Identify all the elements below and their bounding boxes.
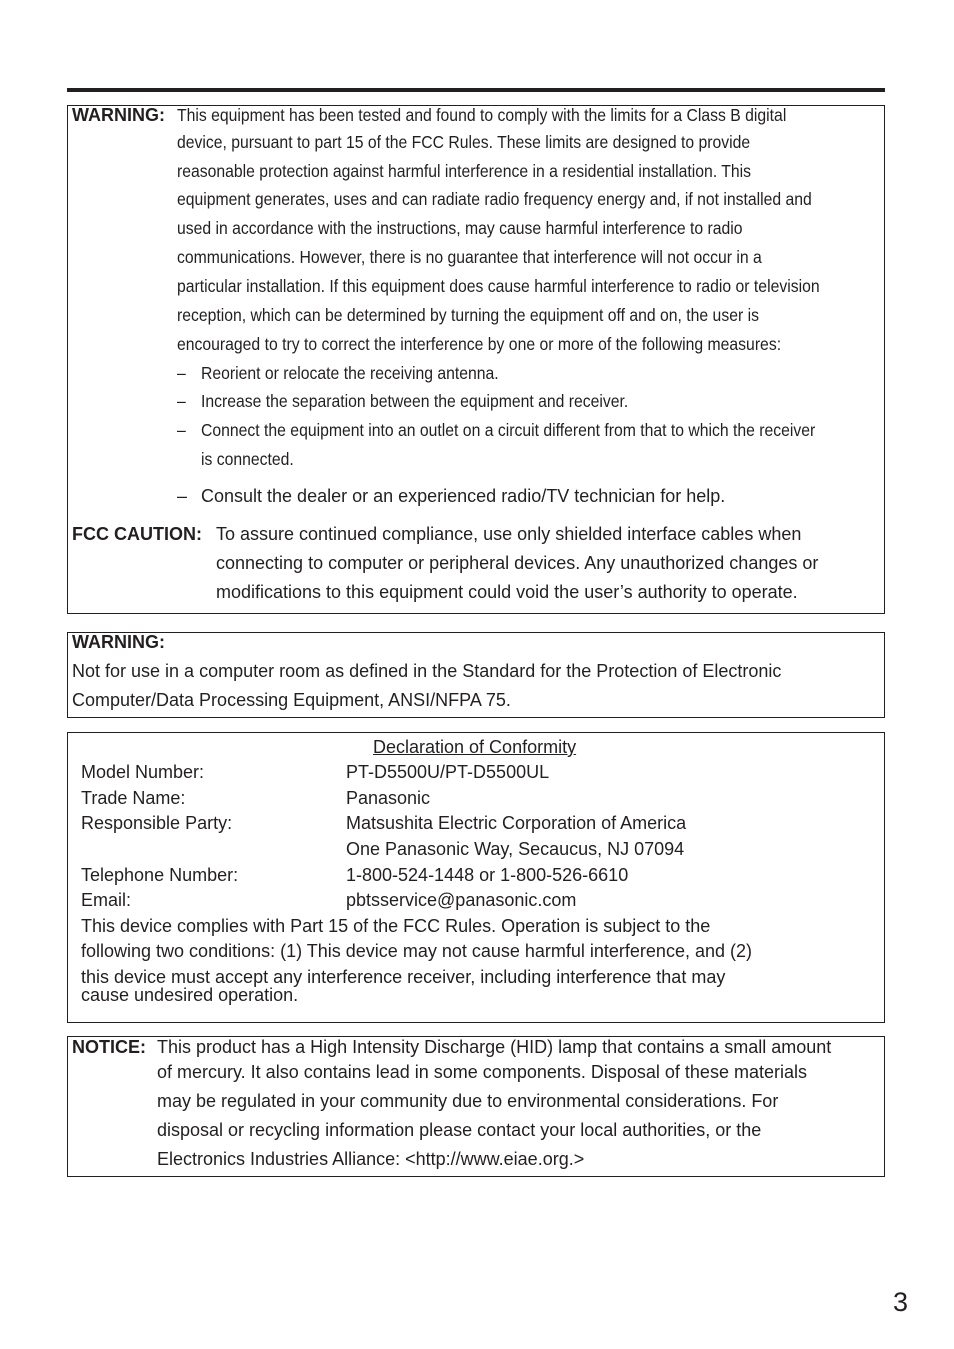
compliance-line: following two conditions: (1) This device may not cause harmful interference, and (2) bbox=[81, 941, 752, 961]
computer-room-warning-line: Computer/Data Processing Equipment, ANSI/NFPA 75. bbox=[72, 690, 511, 710]
fcc-warning-line: particular installation. If this equipment does cause harmful interference to radio or television bbox=[177, 276, 820, 296]
fcc-caution-label: FCC CAUTION: bbox=[72, 524, 202, 544]
declaration-row-label: Trade Name: bbox=[81, 788, 186, 808]
fcc-caution-line: To assure continued compliance, use only shielded interface cables when bbox=[216, 524, 802, 544]
fcc-warning-line: equipment generates, uses and can radiate radio frequency energy and, if not installed and bbox=[177, 189, 812, 209]
measure-item: Connect the equipment into an outlet on a circuit different from that to which the receiver bbox=[201, 420, 816, 440]
declaration-row-label: Telephone Number: bbox=[81, 865, 239, 885]
declaration-row-label: Responsible Party: bbox=[81, 813, 233, 833]
declaration-title: Declaration of Conformity bbox=[373, 737, 577, 757]
fcc-caution-line: connecting to computer or peripheral devices. Any unauthorized changes or bbox=[216, 553, 819, 573]
declaration-row-value: Matsushita Electric Corporation of America bbox=[346, 813, 687, 833]
top-rule bbox=[67, 88, 885, 92]
computer-room-warning-line: Not for use in a computer room as defined in the Standard for the Protection of Electronic bbox=[72, 661, 782, 681]
declaration-row-label: Model Number: bbox=[81, 762, 205, 782]
notice-line: of mercury. It also contains lead in some components. Disposal of these materials bbox=[157, 1062, 807, 1082]
notice-line: may be regulated in your community due to environmental considerations. For bbox=[157, 1091, 779, 1111]
notice-line: disposal or recycling information please contact your local authorities, or the bbox=[157, 1120, 762, 1140]
fcc-warning-label: WARNING: bbox=[72, 105, 165, 125]
fcc-warning-line: This equipment has been tested and found to comply with the limits for a Class B digital bbox=[177, 105, 787, 125]
compliance-line: this device must accept any interference receiver, including interference that may bbox=[81, 967, 726, 987]
computer-room-warning-label: WARNING: bbox=[72, 632, 165, 652]
measure-dash: – bbox=[177, 420, 186, 440]
fcc-warning-line: communications. However, there is no guarantee that interference will not occur in a bbox=[177, 247, 762, 267]
fcc-warning-line: reception, which can be determined by turning the equipment off and on, the user is bbox=[177, 305, 759, 325]
measure-item: Consult the dealer or an experienced radio/TV technician for help. bbox=[201, 486, 726, 506]
notice-line: Electronics Industries Alliance: <http://www.eiae.org.> bbox=[157, 1149, 585, 1169]
declaration-row-value: 1-800-524-1448 or 1-800-526-6610 bbox=[346, 865, 629, 885]
measure-item: is connected. bbox=[201, 449, 294, 469]
fcc-caution-line: modifications to this equipment could void the user’s authority to operate. bbox=[216, 582, 798, 602]
measure-dash: – bbox=[177, 363, 186, 383]
fcc-warning-line: encouraged to try to correct the interference by one or more of the following measures: bbox=[177, 334, 782, 354]
declaration-row-value: One Panasonic Way, Secaucus, NJ 07094 bbox=[346, 839, 685, 859]
compliance-line: This device complies with Part 15 of the FCC Rules. Operation is subject to the bbox=[81, 916, 711, 936]
compliance-line: cause undesired operation. bbox=[81, 985, 299, 1005]
fcc-warning-line: used in accordance with the instructions, may cause harmful interference to radio bbox=[177, 218, 743, 238]
declaration-row-value: PT-D5500U/PT-D5500UL bbox=[346, 762, 550, 782]
measure-dash: – bbox=[177, 486, 188, 506]
fcc-warning-line: device, pursuant to part 15 of the FCC Rules. These limits are designed to provide bbox=[177, 132, 751, 152]
page-number: 3 bbox=[893, 1287, 909, 1317]
declaration-row-value: pbtsservice@panasonic.com bbox=[346, 890, 577, 910]
measure-item: Increase the separation between the equipment and receiver. bbox=[201, 391, 629, 411]
measure-dash: – bbox=[177, 391, 186, 411]
measure-item: Reorient or relocate the receiving antenna. bbox=[201, 363, 499, 383]
notice-label: NOTICE: bbox=[72, 1037, 146, 1057]
declaration-row-value: Panasonic bbox=[346, 788, 431, 808]
fcc-warning-line: reasonable protection against harmful interference in a residential installation. This bbox=[177, 161, 752, 181]
declaration-row-label: Email: bbox=[81, 890, 132, 910]
notice-line: This product has a High Intensity Discharge (HID) lamp that contains a small amount bbox=[157, 1037, 832, 1057]
